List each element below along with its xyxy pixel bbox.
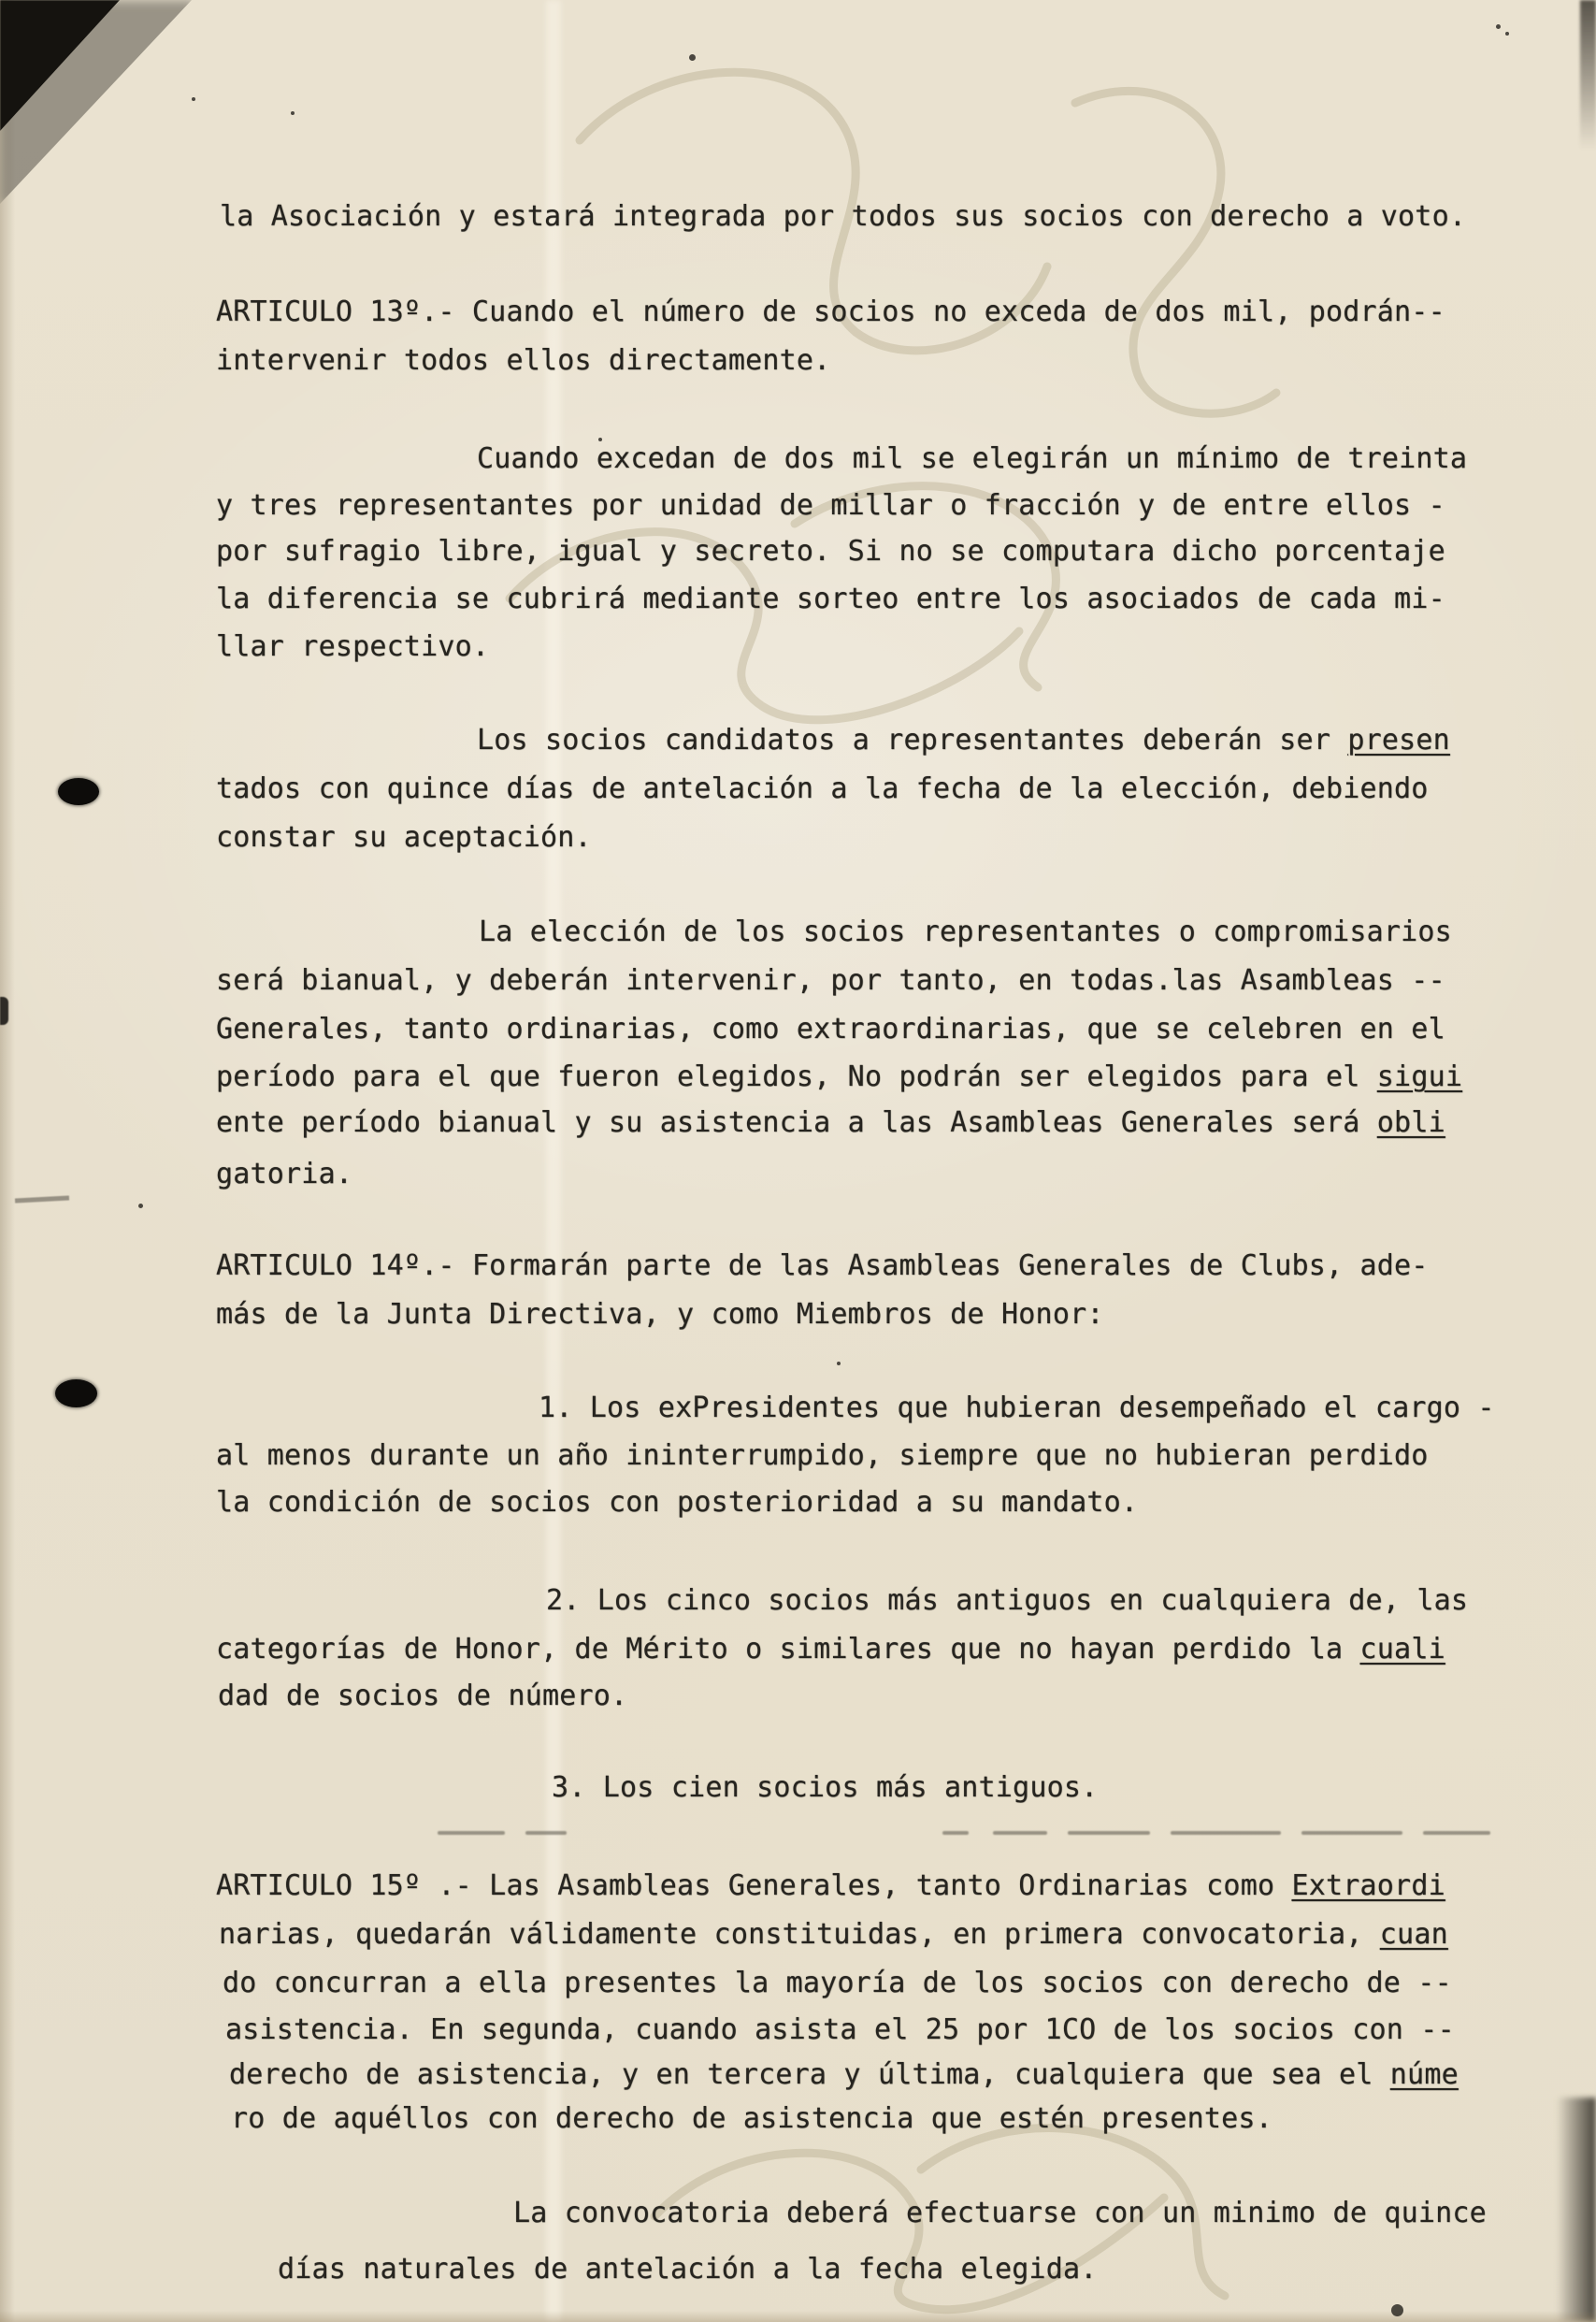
text-line: Los socios candidatos a representantes deberán ser presen [477, 724, 1450, 757]
pencil-line-segment [438, 1831, 505, 1835]
text-line: 3. Los cien socios más antiguos. [552, 1771, 1099, 1804]
bottom-edge-shadow [0, 2311, 1596, 2322]
text-line: Generales, tanto ordinarias, como extraordinarias, que se celebren en el [216, 1013, 1445, 1046]
text-line: ARTICULO 13º.- Cuando el número de socios no exceda de dos mil, podrán-- [216, 296, 1445, 328]
hole-punch [58, 778, 99, 805]
paper-speck [1496, 24, 1501, 29]
paper-speck [1505, 32, 1509, 36]
paper-speck [291, 111, 295, 115]
paper-speck [837, 1362, 841, 1365]
text-line: La elección de los socios representantes o compromisarios [479, 916, 1452, 948]
bottom-right-scan-artifact [1557, 2098, 1596, 2322]
text-line: será bianual, y deberán intervenir, por tanto, en todas.las Asambleas -- [216, 964, 1445, 997]
text-line: gatoria. [216, 1158, 353, 1190]
text-line: ARTICULO 15º .- Las Asambleas Generales, tanto Ordinarias como Extraordi [216, 1869, 1445, 1902]
text-line: 2. Los cinco socios más antiguos en cualquiera de, las [546, 1584, 1469, 1617]
underlined-word-break: presen [1347, 724, 1450, 757]
text-line: llar respectivo. [216, 630, 490, 663]
left-edge-ink-mark [0, 997, 8, 1025]
pencil-mark [15, 1195, 69, 1203]
pencil-line-segment [1423, 1831, 1490, 1835]
text-line: categorías de Honor, de Mérito o similares que no hayan perdido la cuali [216, 1633, 1445, 1666]
paper-left-edge-shadow [0, 0, 15, 2322]
text-line: ARTICULO 14º.- Formarán parte de las Asambleas Generales de Clubs, ade- [216, 1249, 1429, 1282]
right-edge-scan-artifact [1580, 0, 1596, 150]
text-line: la condición de socios con posterioridad a su mandato. [216, 1486, 1139, 1519]
text-line: al menos durante un año ininterrumpido, siempre que no hubieran perdido [216, 1439, 1429, 1472]
underlined-word-break: obli [1376, 1106, 1445, 1139]
underlined-word-break: sigui [1376, 1060, 1463, 1093]
underlined-word-break: cuan [1379, 1918, 1448, 1951]
pencil-line-segment [525, 1831, 567, 1835]
text-line: la Asociación y estará integrada por todos sus socios con derecho a voto. [220, 200, 1467, 233]
text-line: más de la Junta Directiva, y como Miembros de Honor: [216, 1298, 1104, 1331]
text-line: intervenir todos ellos directamente. [216, 344, 831, 377]
paper-speck [1391, 2304, 1403, 2316]
pencil-line-segment [942, 1831, 969, 1835]
text-line: dad de socios de número. [218, 1680, 628, 1712]
pencil-line-segment [993, 1831, 1047, 1835]
text-line: ente período bianual y su asistencia a las Asambleas Generales será obli [216, 1106, 1445, 1139]
text-line: asistencia. En segunda, cuando asista el 25 por 1CO de los socios con -- [225, 2013, 1455, 2046]
text-line: 1. Los exPresidentes que hubieran desempeñado el cargo - [539, 1392, 1495, 1424]
pencil-line-segment [1171, 1831, 1281, 1835]
hole-punch [55, 1379, 97, 1407]
paper-speck [598, 438, 602, 441]
text-line: constar su aceptación. [216, 821, 592, 854]
text-line: por sufragio libre, igual y secreto. Si no se computara dicho porcentaje [216, 535, 1445, 568]
text-line: narias, quedarán válidamente constituidas, en primera convocatoria, cuan [219, 1918, 1448, 1951]
text-line: derecho de asistencia, y en tercera y última, cualquiera que sea el núme [229, 2058, 1459, 2091]
text-line: período para el que fueron elegidos, No podrán ser elegidos para el sigui [216, 1060, 1463, 1093]
paper-speck [138, 1204, 143, 1208]
text-line: y tres representantes por unidad de millar o fracción y de entre ellos - [216, 489, 1445, 522]
text-line: Cuando excedan de dos mil se elegirán un mínimo de treinta [477, 442, 1468, 475]
text-line: La convocatoria deberá efectuarse con un minimo de quince [513, 2197, 1487, 2229]
text-line: ro de aquéllos con derecho de asistencia que estén presentes. [231, 2102, 1272, 2135]
text-line: tados con quince días de antelación a la fecha de la elección, debiendo [216, 772, 1429, 805]
pencil-line-segment [1068, 1831, 1150, 1835]
underlined-word-break: núme [1389, 2058, 1459, 2091]
text-line: días naturales de antelación a la fecha elegida. [278, 2253, 1098, 2286]
paper-speck [689, 54, 696, 61]
paper-speck [192, 97, 195, 101]
underlined-word-break: Extraordi [1291, 1869, 1445, 1902]
text-line: do concurran a ella presentes la mayoría de los socios con derecho de -- [223, 1967, 1452, 1999]
text-line: la diferencia se cubrirá mediante sorteo entre los asociados de cada mi- [216, 583, 1445, 615]
underlined-word-break: cuali [1359, 1633, 1445, 1666]
pencil-line-segment [1301, 1831, 1402, 1835]
